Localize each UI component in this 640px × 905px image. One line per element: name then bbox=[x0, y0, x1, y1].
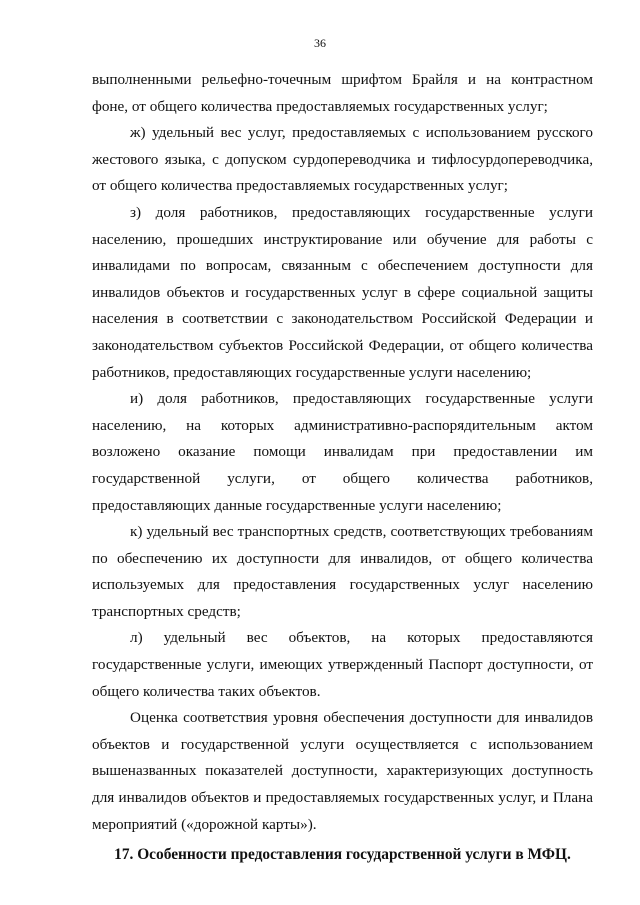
paragraph-item-i: и) доля работников, предоставляющих государственные услуги населению, на которых административно-распорядительным актом возложено оказание помощи инвалидам при предоставлении им государственной услуги, от общего количества работников, предоставляющих данные государственные услуги населению; bbox=[92, 390, 593, 514]
paragraph-item-k: к) удельный вес транспортных средств, соответствующих требованиям по обеспечению их доступности для инвалидов, от общего количества используемых для предоставления государственных услуг населению транспортных средств; bbox=[92, 523, 593, 620]
page-number: 36 bbox=[314, 36, 326, 50]
paragraph-continuation: выполненными рельефно-точечным шрифтом Брайля и на контрастном фоне, от общего количества предоставляемых государственных услуг; bbox=[92, 71, 593, 115]
paragraph-item-l: л) удельный вес объектов, на которых предоставляются государственные услуги, имеющих утвержденный Паспорт доступности, от общего количества таких объектов. bbox=[92, 629, 593, 700]
paragraph-assessment: Оценка соответствия уровня обеспечения доступности для инвалидов объектов и государственной услуги осуществляется с использованием вышеназванных показателей доступности, характеризующих доступность для инвалидов объектов и предоставляемых государственных услуг, и Плана мероприятий («дорожной карты»). bbox=[92, 709, 593, 833]
section-heading: 17. Особенности предоставления государственной услуги в МФЦ. bbox=[114, 846, 571, 864]
paragraph-item-zh: ж) удельный вес услуг, предоставляемых с использованием русского жестового языка, с допуском сурдопереводчика и тифлосурдопереводчика, от общего количества предоставляемых государственных услуг; bbox=[92, 124, 593, 195]
document-body bbox=[92, 67, 593, 868]
paragraph-item-z: з) доля работников, предоставляющих государственные услуги населению, прошедших инструктирование или обучение для работы с инвалидами по вопросам, связанным с обеспечением доступности для инвалидов объектов и государственных услуг в сфере социальной защиты населения в соответствии с законодательством Российской Федерации и законодательством субъектов Российской Федерации, от общего количества работников, предоставляющих государственные услуги населению; bbox=[92, 203, 593, 381]
